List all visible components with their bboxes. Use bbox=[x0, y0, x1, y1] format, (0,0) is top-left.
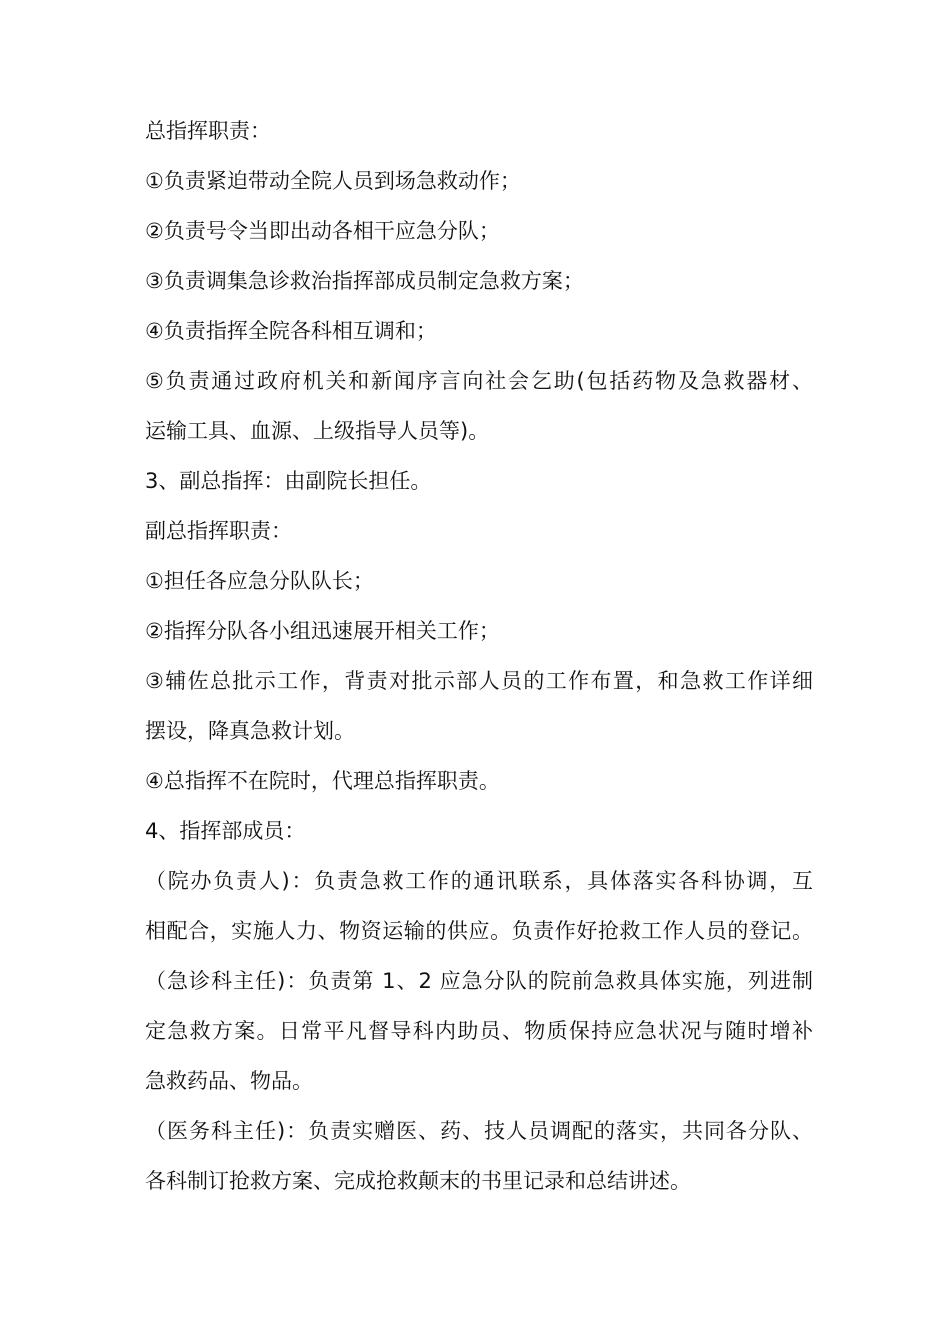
duty-item: ⑤负责通过政府机关和新闻序言向社会乞助(包括药物及急救器材、 bbox=[145, 369, 813, 393]
member-duty-paragraph-continued: 急救药品、物品。 bbox=[145, 1069, 313, 1093]
section-heading-command-members: 4、指挥部成员： bbox=[145, 819, 306, 843]
duty-item: ④负责指挥全院各科相互调和； bbox=[145, 319, 437, 343]
duty-item: ②负责号令当即出动各相干应急分队； bbox=[145, 219, 500, 243]
document-body bbox=[145, 106, 813, 1206]
duty-item: ①负责紧迫带动全院人员到场急救动作； bbox=[145, 169, 521, 193]
duty-item: ④总指挥不在院时，代理总指挥职责。 bbox=[145, 769, 500, 793]
duty-item: ③负责调集急诊救治指挥部成员制定急救方案； bbox=[145, 269, 584, 293]
duty-item: ②指挥分队各小组迅速展开相关工作； bbox=[145, 619, 500, 643]
section-heading-deputy-commander: 3、副总指挥：由副院长担任。 bbox=[145, 469, 432, 493]
member-duty-paragraph-continued: 定急救方案。日常平凡督导科内助员、物质保持应急状况与随时增补 bbox=[145, 1019, 813, 1043]
member-duty-paragraph: （急诊科主任)：负责第 1、2 应急分队的院前急救具体实施，列进制 bbox=[145, 969, 813, 993]
member-duty-paragraph: （医务科主任)：负责实赠医、药、技人员调配的落实，共同各分队、 bbox=[145, 1119, 813, 1143]
section-heading-commander-duties: 总指挥职责： bbox=[145, 119, 271, 143]
duty-item: ①担任各应急分队队长； bbox=[145, 569, 374, 593]
section-heading-deputy-duties: 副总指挥职责： bbox=[145, 519, 292, 543]
member-duty-paragraph: （院办负责人)：负责急救工作的通讯联系，具体落实各科协调，互 bbox=[145, 869, 813, 893]
duty-item: ③辅佐总批示工作，背责对批示部人员的工作布置，和急救工作详细 bbox=[145, 669, 813, 693]
duty-item-continued: 运输工具、血源、上级指导人员等)。 bbox=[145, 419, 490, 443]
member-duty-paragraph-continued: 相配合，实施人力、物资运输的供应。负责作好抢救工作人员的登记。 bbox=[145, 919, 813, 943]
member-duty-paragraph-continued: 各科制订抢救方案、完成抢救颠末的书里记录和总结讲述。 bbox=[145, 1169, 691, 1193]
duty-item-continued: 摆设，降真急救计划。 bbox=[145, 719, 355, 743]
